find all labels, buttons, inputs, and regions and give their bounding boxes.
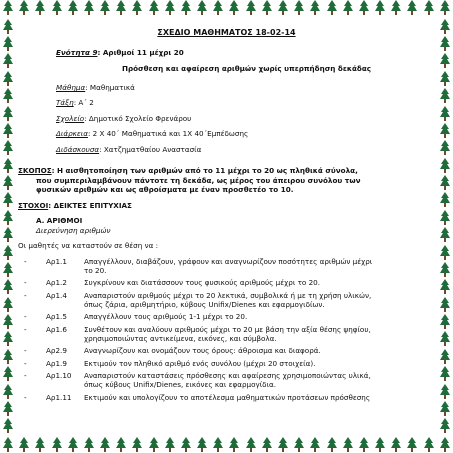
pine-tree-icon bbox=[406, 437, 418, 453]
pine-tree-icon bbox=[2, 227, 14, 243]
pine-tree-icon bbox=[439, 36, 451, 52]
pine-tree-icon bbox=[326, 0, 338, 16]
pine-tree-icon bbox=[439, 158, 451, 174]
duration-label: Διάρκεια bbox=[56, 129, 88, 139]
pine-tree-icon bbox=[2, 314, 14, 330]
aim-text-cont-1: που συμπεριλαμβάνουν πάντοτε τη δεκάδα, ως μέρος του άπειρου συνόλου των bbox=[36, 175, 361, 185]
pine-tree-icon bbox=[439, 418, 451, 434]
objective-text: Αναπαριστούν καταστάσεις πρόσθεσης και αφαίρεσης χρησιμοποιώντας υλικά, όπως κύβους Unifix/Dienes, εικόνες και εφαρμογίδια. bbox=[84, 371, 371, 390]
pine-tree-icon bbox=[439, 123, 451, 139]
pine-tree-icon bbox=[342, 437, 354, 453]
pine-tree-icon bbox=[212, 437, 224, 453]
duration-value: : 2 Χ 40΄ Μαθηματικά και 1Χ 40΄Εμπέδωσης bbox=[87, 129, 249, 139]
objective-text: Συγκρίνουν και διατάσσουν τους φυσικούς αριθμούς μέχρι το 20. bbox=[84, 278, 321, 288]
class-row bbox=[18, 98, 435, 107]
pine-tree-icon bbox=[2, 0, 14, 16]
pine-tree-icon bbox=[261, 437, 273, 453]
pine-tree-icon bbox=[439, 106, 451, 122]
pine-tree-icon bbox=[2, 140, 14, 156]
pine-tree-icon bbox=[326, 437, 338, 453]
pine-tree-icon bbox=[439, 384, 451, 400]
pine-tree-icon bbox=[148, 437, 160, 453]
pine-tree-icon bbox=[439, 245, 451, 261]
aim-section bbox=[18, 166, 435, 195]
pine-tree-icon bbox=[164, 0, 176, 16]
objective-item: - Αρ1.1 Απαγγέλλουν, διαβάζουν, γράφουν και αναγνωρίζουν ποσότητες αριθμών μέχρι το 20. bbox=[18, 257, 435, 276]
pine-tree-icon bbox=[2, 437, 14, 453]
pine-tree-icon bbox=[439, 71, 451, 87]
pine-tree-icon bbox=[374, 437, 386, 453]
pine-tree-icon bbox=[245, 0, 257, 16]
pine-tree-icon bbox=[2, 192, 14, 208]
pine-tree-icon bbox=[67, 0, 79, 16]
objectives-list bbox=[18, 257, 435, 403]
pine-tree-icon bbox=[18, 437, 30, 453]
objectives-intro: Οι μαθητές να καταστούν σε θέση να : bbox=[18, 241, 159, 251]
objective-item: - Αρ1.6 Συνθέτουν και αναλύουν αριθμούς μέχρι το 20 με βάση την αξία θέσης ψηφίου, χρησιμοποιώντας αντικείμενα, εικόνες, και σύμβολα. bbox=[18, 325, 435, 344]
pine-tree-icon bbox=[115, 437, 127, 453]
objective-code: Αρ1.6 bbox=[46, 324, 67, 334]
page-border-bottom bbox=[0, 435, 453, 453]
pine-tree-icon bbox=[358, 0, 370, 16]
pine-tree-icon bbox=[148, 0, 160, 16]
pine-tree-icon bbox=[99, 437, 111, 453]
objective-item: - Αρ2.9 Αναγνωρίζουν και ονομάζουν τους όρους: άθροισμα και διαφορά. bbox=[18, 346, 435, 355]
pine-tree-icon bbox=[196, 0, 208, 16]
objective-text: Συνθέτουν και αναλύουν αριθμούς μέχρι το 20 με βάση την αξία θέσης ψηφίου, χρησιμοποιώντας αντικείμενα, εικόνες, και σύμβολα. bbox=[84, 324, 371, 344]
pine-tree-icon bbox=[439, 297, 451, 313]
school-value: : Δημοτικό Σχολείο Φρενάρου bbox=[84, 113, 192, 123]
pine-tree-icon bbox=[245, 437, 257, 453]
pine-tree-icon bbox=[293, 0, 305, 16]
pine-tree-icon bbox=[2, 366, 14, 382]
pine-tree-icon bbox=[309, 437, 321, 453]
pine-tree-icon bbox=[439, 437, 451, 453]
pine-tree-icon bbox=[439, 279, 451, 295]
pine-tree-icon bbox=[2, 71, 14, 87]
pine-tree-icon bbox=[115, 0, 127, 16]
pine-tree-icon bbox=[439, 331, 451, 347]
pine-tree-icon bbox=[131, 437, 143, 453]
pine-tree-icon bbox=[51, 437, 63, 453]
pine-tree-icon bbox=[439, 19, 451, 35]
pine-tree-icon bbox=[277, 437, 289, 453]
pine-tree-icon bbox=[2, 158, 14, 174]
pine-tree-icon bbox=[2, 36, 14, 52]
objective-text: Αναγνωρίζουν και ονομάζουν τους όρους: άθροισμα και διαφορά. bbox=[84, 346, 321, 356]
pine-tree-icon bbox=[228, 437, 240, 453]
objective-text: Απαγγέλλουν, διαβάζουν, γράφουν και αναγνωρίζουν ποσότητες αριθμών μέχρι το 20. bbox=[84, 256, 373, 275]
pine-tree-icon bbox=[2, 123, 14, 139]
goals-label: ΣΤΟΧΟΙ bbox=[18, 201, 49, 211]
pine-tree-icon bbox=[83, 0, 95, 16]
pine-tree-icon bbox=[423, 0, 435, 16]
pine-tree-icon bbox=[2, 384, 14, 400]
pine-tree-icon bbox=[406, 0, 418, 16]
pine-tree-icon bbox=[2, 279, 14, 295]
pine-tree-icon bbox=[2, 418, 14, 434]
subject-row bbox=[18, 83, 435, 92]
pine-tree-icon bbox=[196, 437, 208, 453]
pine-tree-icon bbox=[67, 437, 79, 453]
teacher-row bbox=[18, 145, 435, 154]
section-a-subtitle: Διερεύνηση αριθμών bbox=[36, 225, 111, 235]
pine-tree-icon bbox=[390, 0, 402, 16]
pine-tree-icon bbox=[83, 437, 95, 453]
objective-code: Αρ1.4 bbox=[46, 290, 67, 300]
school-row bbox=[18, 114, 435, 123]
objective-text: Εκτιμούν και υπολογίζουν το αποτέλεσμα μαθηματικών προτάσεων πρόσθεσης bbox=[84, 392, 371, 402]
objective-code: Αρ1.9 bbox=[46, 358, 67, 368]
unit-value: : Αριθμοί 11 μέχρι 20 bbox=[97, 48, 184, 58]
objective-code: Αρ1.11 bbox=[46, 392, 72, 402]
pine-tree-icon bbox=[2, 331, 14, 347]
pine-tree-icon bbox=[439, 366, 451, 382]
pine-tree-icon bbox=[390, 437, 402, 453]
document-title: ΣΧΕΔΙΟ ΜΑΘΗΜΑΤΟΣ 18-02-14 bbox=[157, 28, 296, 37]
pine-tree-icon bbox=[374, 0, 386, 16]
class-value: : Α΄ 2 bbox=[73, 98, 94, 108]
objective-item: - Αρ1.10 Αναπαριστούν καταστάσεις πρόσθεσης και αφαίρεσης χρησιμοποιώντας υλικά, όπως κύβους Unifix/Dienes, εικόνες και εφαρμογίδια. bbox=[18, 371, 435, 390]
pine-tree-icon bbox=[2, 401, 14, 417]
pine-tree-icon bbox=[2, 349, 14, 365]
pine-tree-icon bbox=[309, 0, 321, 16]
pine-tree-icon bbox=[2, 19, 14, 35]
teacher-label: Διδάσκουσα bbox=[56, 144, 100, 154]
pine-tree-icon bbox=[439, 227, 451, 243]
aim-label: ΣΚΟΠΟΣ bbox=[18, 165, 52, 175]
objective-code: Αρ1.5 bbox=[46, 312, 67, 322]
lesson-subtitle: Πρόσθεση και αφαίρεση αριθμών χωρίς υπερπήδηση δεκάδας bbox=[121, 63, 372, 73]
pine-tree-icon bbox=[180, 437, 192, 453]
pine-tree-icon bbox=[439, 140, 451, 156]
pine-tree-icon bbox=[99, 0, 111, 16]
pine-tree-icon bbox=[439, 53, 451, 69]
objective-item: - Αρ1.11 Εκτιμούν και υπολογίζουν το αποτέλεσμα μαθηματικών προτάσεων πρόσθεσης bbox=[18, 393, 435, 402]
subject-label: Μάθημα bbox=[56, 83, 86, 93]
pine-tree-icon bbox=[131, 0, 143, 16]
goals-text: : ΔΕΙΚΤΕΣ ΕΠΙΤΥΧΙΑΣ bbox=[48, 201, 132, 211]
aim-text: : Η αισθητοποίηση των αριθμών από το 11 μέχρι το 20 ως πληθικά σύνολα, bbox=[51, 165, 358, 175]
page-border-top bbox=[0, 0, 453, 18]
pine-tree-icon bbox=[212, 0, 224, 16]
pine-tree-icon bbox=[439, 262, 451, 278]
page-border-right bbox=[437, 18, 453, 435]
pine-tree-icon bbox=[439, 0, 451, 16]
pine-tree-icon bbox=[439, 88, 451, 104]
pine-tree-icon bbox=[358, 437, 370, 453]
pine-tree-icon bbox=[2, 262, 14, 278]
pine-tree-icon bbox=[34, 0, 46, 16]
duration-row bbox=[18, 129, 435, 138]
pine-tree-icon bbox=[439, 314, 451, 330]
pine-tree-icon bbox=[2, 175, 14, 191]
objective-text: Αναπαριστούν αριθμούς μέχρι το 20 λεκτικά, συμβολικά ή με τη χρήση υλικών, όπως ζάρια, αριθμητήριο, κύβους Unifix/Dienes και εφαρμογιδίων. bbox=[84, 290, 372, 309]
unit-row bbox=[18, 48, 435, 57]
pine-tree-icon bbox=[228, 0, 240, 16]
pine-tree-icon bbox=[164, 437, 176, 453]
pine-tree-icon bbox=[439, 175, 451, 191]
school-label: Σχολείο bbox=[56, 113, 85, 123]
section-a-title: Α. ΑΡΙΘΜΟΙ bbox=[36, 216, 83, 226]
aim-text-cont-2: φυσικών αριθμών και ως αθροίσματα με έναν προσθετέο το 10. bbox=[36, 185, 294, 195]
subject-value: : Μαθηματικά bbox=[85, 83, 135, 93]
pine-tree-icon bbox=[2, 88, 14, 104]
objective-code: Αρ1.1 bbox=[46, 256, 67, 266]
objective-code: Αρ1.2 bbox=[46, 278, 67, 288]
pine-tree-icon bbox=[2, 53, 14, 69]
objective-code: Αρ1.10 bbox=[46, 371, 72, 381]
pine-tree-icon bbox=[293, 437, 305, 453]
lesson-plan-document bbox=[18, 20, 435, 433]
goals-heading bbox=[18, 201, 435, 210]
pine-tree-icon bbox=[2, 106, 14, 122]
objective-item: - Αρ1.4 Αναπαριστούν αριθμούς μέχρι το 20 λεκτικά, συμβολικά ή με τη χρήση υλικών, όπως ζάρια, αριθμητήριο, κύβους Unifix/Dienes και εφαρμογιδίων. bbox=[18, 291, 435, 310]
class-label: Τάξη bbox=[56, 98, 74, 108]
pine-tree-icon bbox=[423, 437, 435, 453]
pine-tree-icon bbox=[439, 210, 451, 226]
pine-tree-icon bbox=[342, 0, 354, 16]
pine-tree-icon bbox=[439, 401, 451, 417]
pine-tree-icon bbox=[34, 437, 46, 453]
pine-tree-icon bbox=[261, 0, 273, 16]
pine-tree-icon bbox=[51, 0, 63, 16]
pine-tree-icon bbox=[180, 0, 192, 16]
page-border-left bbox=[0, 18, 16, 435]
pine-tree-icon bbox=[2, 245, 14, 261]
pine-tree-icon bbox=[2, 210, 14, 226]
pine-tree-icon bbox=[277, 0, 289, 16]
pine-tree-icon bbox=[18, 0, 30, 16]
objective-text: Απαγγέλλουν τους αριθμούς 1-1 μέχρι το 20. bbox=[84, 312, 248, 322]
objective-item: - Αρ1.9 Εκτιμούν τον πληθικό αριθμό ενός συνόλου (μέχρι 20 στοιχεία). bbox=[18, 359, 435, 368]
unit-label: Ενότητα 9 bbox=[56, 48, 98, 58]
objective-text: Εκτιμούν τον πληθικό αριθμό ενός συνόλου (μέχρι 20 στοιχεία). bbox=[84, 358, 316, 368]
pine-tree-icon bbox=[439, 349, 451, 365]
objective-item: - Αρ1.2 Συγκρίνουν και διατάσσουν τους φυσικούς αριθμούς μέχρι το 20. bbox=[18, 278, 435, 287]
objective-item: - Αρ1.5 Απαγγέλλουν τους αριθμούς 1-1 μέχρι το 20. bbox=[18, 312, 435, 321]
objective-code: Αρ2.9 bbox=[46, 346, 67, 356]
pine-tree-icon bbox=[439, 192, 451, 208]
pine-tree-icon bbox=[2, 297, 14, 313]
teacher-value: : Χατζηματθαίου Αναστασία bbox=[99, 144, 202, 154]
